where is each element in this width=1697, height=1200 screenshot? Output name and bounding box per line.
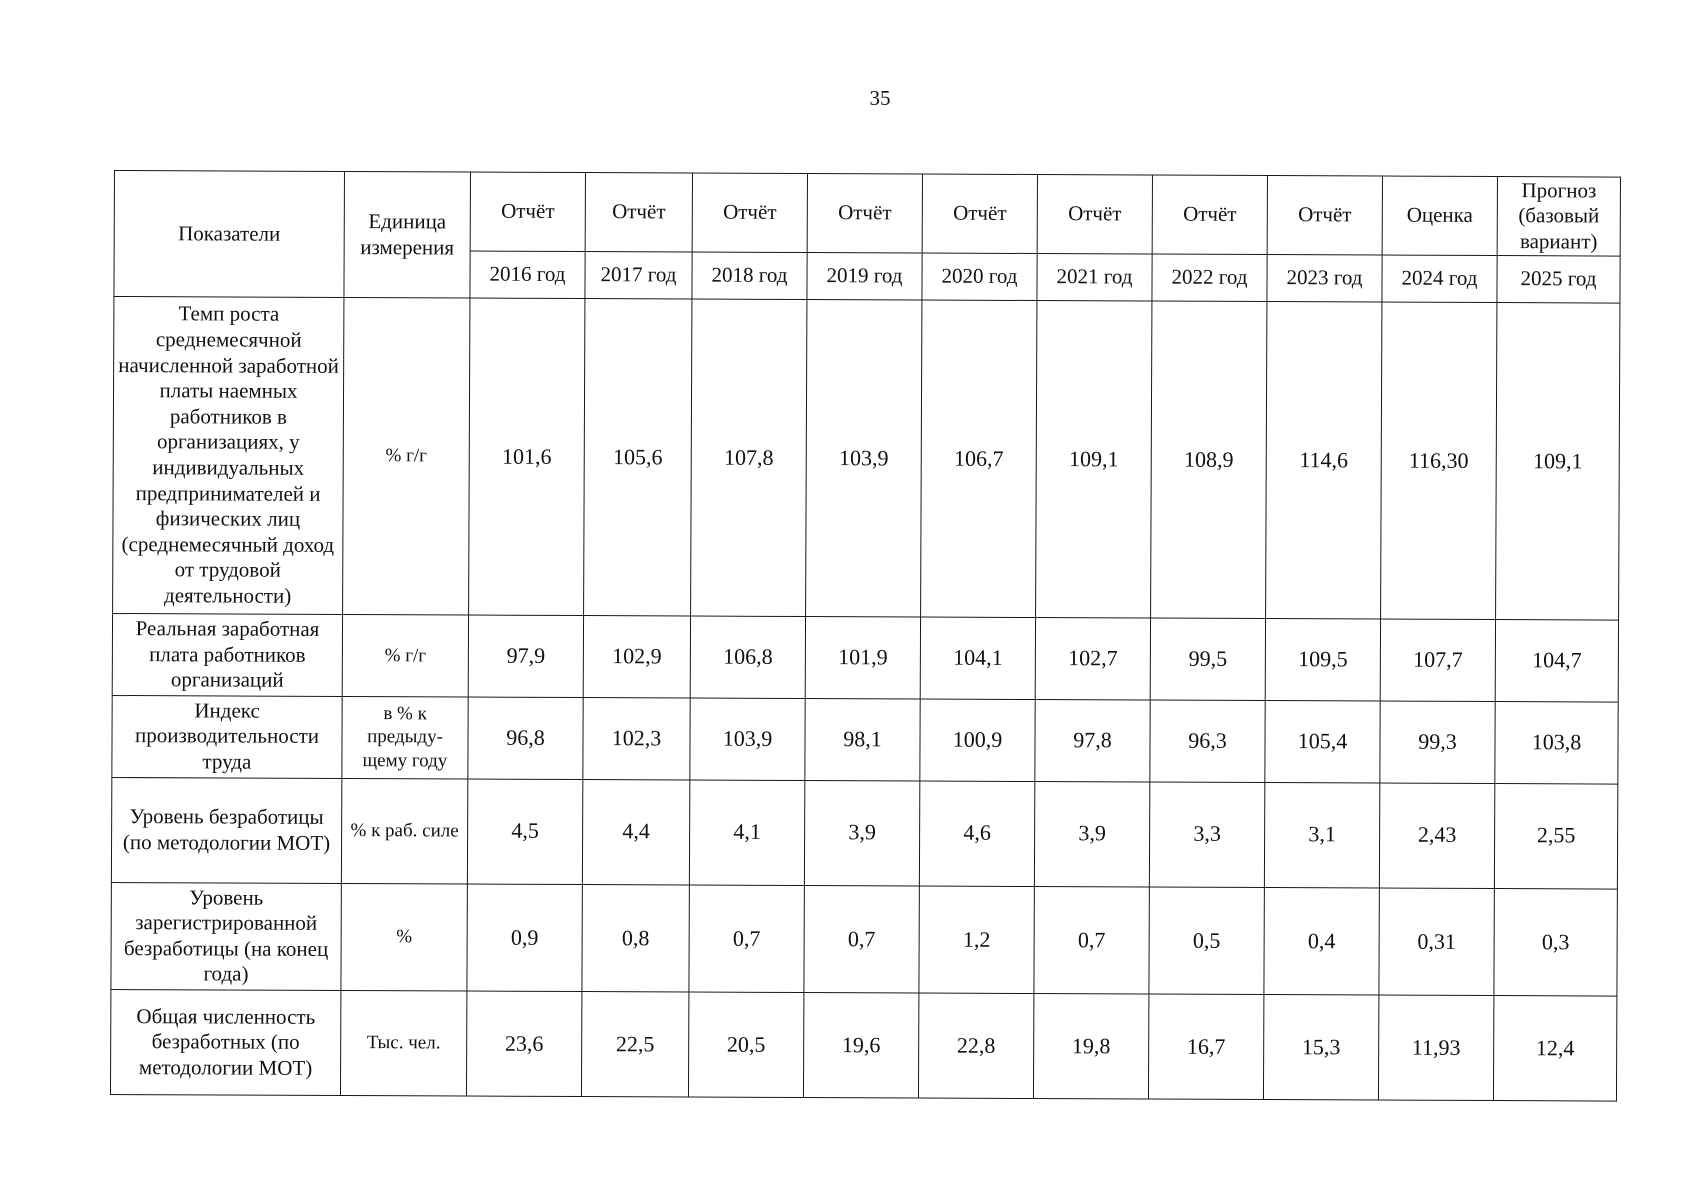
value-cell: 106,8 <box>690 616 805 698</box>
table-row <box>110 990 1616 1102</box>
value-cell: 0,7 <box>1034 886 1149 994</box>
value-cell: 107,7 <box>1380 619 1495 701</box>
indicator-cell: Уровень зарегистрированной безработицы (на конец года) <box>111 882 341 990</box>
table-header <box>114 171 1621 304</box>
header-year: 2024 год <box>1382 255 1497 303</box>
indicator-cell: Общая численность безработных (по методологии МОТ) <box>110 990 340 1096</box>
indicator-cell: Темп роста среднемесячной начисленной заработной платы наемных работников в организациях, у индивидуальных предпринимателей и физических лиц (среднемесячный доход от трудовой деятельности) <box>113 297 344 615</box>
value-cell: 102,7 <box>1035 618 1150 700</box>
header-kind: Отчёт <box>692 173 807 253</box>
value-cell: 1,2 <box>919 886 1034 994</box>
value-cell: 101,6 <box>469 298 585 615</box>
value-cell: 22,8 <box>918 993 1033 1099</box>
unit-cell: % к раб. силе <box>341 778 467 884</box>
value-cell: 108,9 <box>1151 301 1267 618</box>
value-cell: 109,1 <box>1036 301 1152 618</box>
value-cell: 104,7 <box>1495 620 1618 702</box>
table-row <box>113 297 1620 621</box>
table-row <box>111 882 1617 996</box>
value-cell: 109,5 <box>1265 619 1380 701</box>
value-cell: 0,9 <box>467 884 582 992</box>
value-cell: 4,1 <box>689 780 804 886</box>
value-cell: 0,4 <box>1264 887 1379 995</box>
value-cell: 4,6 <box>919 781 1034 887</box>
value-cell: 19,6 <box>803 993 918 1099</box>
value-cell: 96,8 <box>468 697 583 779</box>
value-cell: 16,7 <box>1148 994 1263 1100</box>
unit-cell: в % к предыду-щему году <box>342 696 468 778</box>
value-cell: 23,6 <box>466 991 581 1097</box>
header-year: 2022 год <box>1152 254 1267 302</box>
header-kind: Отчёт <box>1267 176 1382 256</box>
indicators-table-wrapper <box>110 170 1620 1102</box>
unit-cell: % г/г <box>343 298 470 616</box>
indicator-cell: Уровень безработицы (по методологии МОТ) <box>111 777 341 883</box>
value-cell: 99,3 <box>1380 701 1495 783</box>
unit-cell: % <box>341 883 467 991</box>
value-cell: 114,6 <box>1266 302 1382 619</box>
value-cell: 98,1 <box>805 698 920 780</box>
header-year: 2021 год <box>1037 254 1152 302</box>
value-cell: 3,3 <box>1149 782 1264 888</box>
value-cell: 3,1 <box>1264 782 1379 888</box>
value-cell: 12,4 <box>1493 996 1616 1102</box>
value-cell: 105,4 <box>1265 700 1380 782</box>
value-cell: 0,8 <box>582 884 689 992</box>
value-cell: 4,4 <box>582 779 689 884</box>
value-cell: 103,8 <box>1495 701 1618 783</box>
header-year: 2023 год <box>1267 255 1382 303</box>
header-indicator: Показатели <box>114 171 345 298</box>
header-kind: Отчёт <box>922 174 1037 254</box>
value-cell: 96,3 <box>1150 700 1265 782</box>
header-year: 2025 год <box>1497 256 1620 304</box>
value-cell: 0,7 <box>804 885 919 993</box>
table-body <box>110 297 1619 1102</box>
table-row <box>112 613 1618 701</box>
value-cell: 0,7 <box>689 885 804 993</box>
header-kind: Отчёт <box>1152 175 1267 255</box>
value-cell: 99,5 <box>1150 618 1265 700</box>
header-year: 2020 год <box>922 253 1037 301</box>
header-kind: Отчёт <box>585 173 692 252</box>
page-number: 35 <box>869 86 891 110</box>
header-kind: Оценка <box>1382 176 1497 256</box>
unit-cell: % г/г <box>342 615 468 697</box>
header-kind: Отчёт <box>807 174 922 254</box>
value-cell: 103,9 <box>690 698 805 780</box>
value-cell: 3,9 <box>1034 781 1149 887</box>
value-cell: 19,8 <box>1033 994 1148 1100</box>
value-cell: 11,93 <box>1378 995 1493 1101</box>
value-cell: 22,5 <box>581 992 688 1097</box>
header-year: 2019 год <box>807 253 922 301</box>
value-cell: 2,55 <box>1494 783 1617 889</box>
header-year: 2016 год <box>470 251 585 299</box>
indicator-cell: Реальная заработная плата работников организаций <box>112 613 342 696</box>
table-row <box>111 777 1617 889</box>
value-cell: 0,3 <box>1494 888 1617 996</box>
header-kind: Отчёт <box>1037 175 1152 255</box>
table-row <box>112 695 1618 783</box>
value-cell: 105,6 <box>584 299 692 616</box>
value-cell: 107,8 <box>691 299 807 616</box>
value-cell: 4,5 <box>467 779 582 885</box>
value-cell: 97,9 <box>468 615 583 697</box>
header-kind: Прогноз (базовый вариант) <box>1497 177 1620 257</box>
value-cell: 0,31 <box>1379 888 1494 996</box>
value-cell: 20,5 <box>688 992 803 1098</box>
value-cell: 103,9 <box>806 300 922 617</box>
header-kind: Отчёт <box>470 172 585 252</box>
value-cell: 116,30 <box>1381 302 1497 619</box>
value-cell: 0,5 <box>1149 887 1264 995</box>
header-year: 2017 год <box>585 252 692 299</box>
unit-cell: Тыс. чел. <box>340 991 466 1097</box>
header-unit: Единица измерения <box>344 172 471 299</box>
header-year: 2018 год <box>692 252 807 300</box>
value-cell: 109,1 <box>1496 303 1620 621</box>
header-row-kind <box>114 171 1620 257</box>
indicators-table <box>110 170 1621 1102</box>
value-cell: 2,43 <box>1379 783 1494 889</box>
value-cell: 97,8 <box>1035 699 1150 781</box>
value-cell: 3,9 <box>804 780 919 886</box>
value-cell: 101,9 <box>805 617 920 699</box>
indicator-cell: Индекс производительности труда <box>112 695 342 778</box>
value-cell: 102,3 <box>583 697 690 779</box>
value-cell: 104,1 <box>920 617 1035 699</box>
value-cell: 15,3 <box>1263 995 1378 1101</box>
value-cell: 102,9 <box>583 616 690 698</box>
value-cell: 106,7 <box>921 300 1037 617</box>
value-cell: 100,9 <box>920 699 1035 781</box>
